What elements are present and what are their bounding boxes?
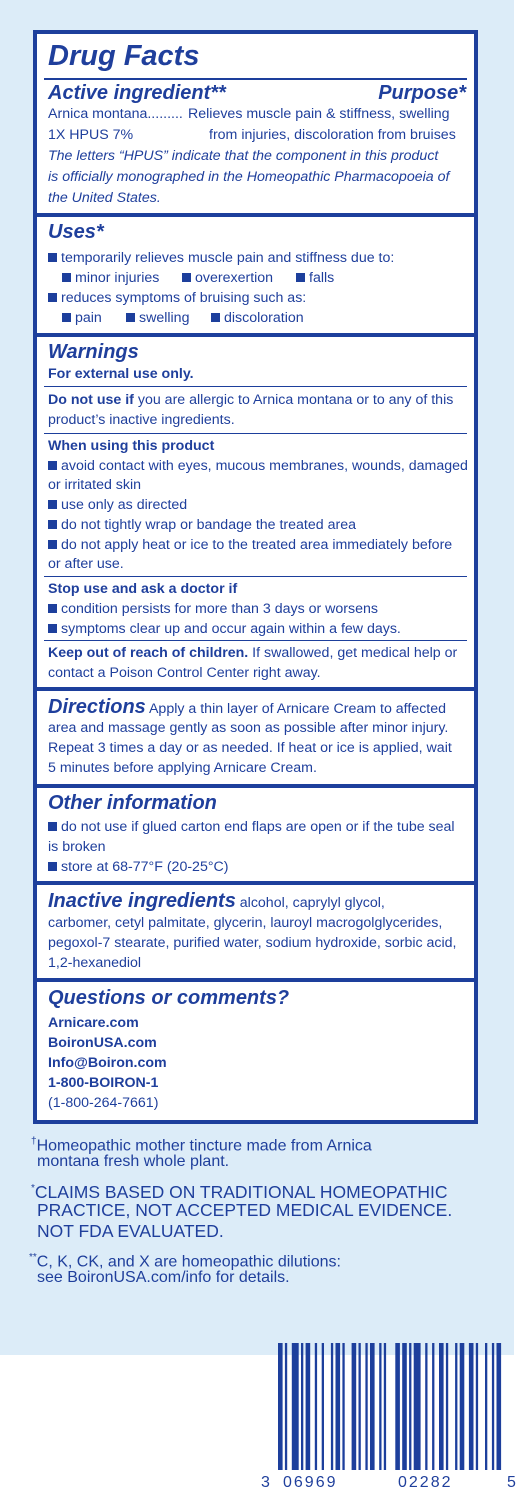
- other-info-item: store at 68-77°F (20-25°C): [48, 857, 228, 877]
- drug-facts-title: Drug Facts: [48, 40, 200, 72]
- bullet-icon: [48, 293, 57, 302]
- subsection-divider: [44, 576, 467, 577]
- barcode-group-2: 02282: [398, 1474, 453, 1491]
- uses-item-2: reduces symptoms of bruising such as:: [48, 288, 306, 308]
- hpus-note-3: the United States.: [48, 190, 161, 206]
- when-using-item: do not tightly wrap or bandage the treated area: [48, 515, 356, 535]
- barcode-bar: [365, 1343, 367, 1470]
- barcode-bar: [446, 1343, 448, 1470]
- barcode-bar: [402, 1343, 407, 1470]
- section-divider: [37, 784, 474, 788]
- barcode-bar: [425, 1343, 427, 1470]
- barcode-bar: [460, 1343, 465, 1470]
- when-using-item-cont: or irritated skin: [48, 477, 142, 493]
- barcode: [276, 1343, 502, 1470]
- bullet-icon: [62, 313, 71, 322]
- barcode-bar: [306, 1343, 311, 1470]
- section-divider: [37, 333, 474, 337]
- subsection-divider: [44, 433, 467, 434]
- barcode-bar: [301, 1343, 303, 1470]
- bullet-icon: [211, 313, 220, 322]
- barcode-bar: [352, 1343, 357, 1470]
- barcode-bar: [336, 1343, 341, 1470]
- barcode-bar: [292, 1343, 299, 1470]
- directions-line-3: Repeat 3 times a day or as needed. If heat or ice is applied, wait: [48, 740, 452, 756]
- keep-out-text-2: contact a Poison Control Center right away.: [48, 665, 321, 681]
- barcode-bar: [359, 1343, 361, 1470]
- dagger-footnote-2: montana fresh whole plant.: [37, 1153, 230, 1170]
- barcode-right-digit: 5: [507, 1474, 516, 1491]
- section-divider: [37, 213, 474, 217]
- contact-website: Arnicare.com: [48, 1015, 139, 1031]
- do-not-use-text-2: product’s inactive ingredients.: [48, 412, 235, 428]
- directions-line-1: Directions Apply a thin layer of Arnicare Cream to affected: [48, 696, 447, 718]
- barcode-bar: [497, 1343, 502, 1470]
- barcode-bar: [370, 1343, 375, 1470]
- questions-heading: Questions or comments?: [48, 987, 290, 1009]
- external-use-text: For external use only.: [48, 366, 194, 382]
- stop-use-item: symptoms clear up and occur again within a few days.: [48, 619, 401, 639]
- barcode-bar: [285, 1343, 287, 1470]
- warnings-heading: Warnings: [48, 341, 139, 363]
- uses-subitem: pain: [62, 308, 102, 328]
- stop-use-heading: Stop use and ask a doctor if: [48, 581, 238, 597]
- when-using-item-cont: or after use.: [48, 556, 124, 572]
- purpose-text-2: from injuries, discoloration from bruises: [209, 127, 456, 143]
- bullet-icon: [48, 520, 57, 529]
- active-ingredient-name: Arnica montana.........: [48, 106, 183, 122]
- bullet-icon: [182, 273, 191, 282]
- barcode-group-1: 06969: [283, 1474, 338, 1491]
- bullet-icon: [48, 604, 57, 613]
- barcode-bar: [379, 1343, 381, 1470]
- bullet-icon: [48, 500, 57, 509]
- when-using-item: avoid contact with eyes, mucous membranes, wounds, damaged: [48, 456, 468, 476]
- stop-use-item: condition persists for more than 3 days or worsens: [48, 599, 378, 619]
- active-ingredient-heading: Active ingredient**: [48, 82, 226, 104]
- dilutions-line-1: **C, K, CK, and X are homeopathic dilutions:: [29, 1252, 341, 1271]
- inactive-line-3: pegoxol-7 stearate, purified water, sodium hydroxide, sorbic acid,: [48, 935, 457, 951]
- when-using-item: use only as directed: [48, 495, 187, 515]
- hpus-note-2: is officially monographed in the Homeopathic Pharmacopoeia of: [48, 169, 450, 185]
- other-info-item: do not use if glued carton end flaps are open or if the tube seal: [48, 817, 455, 837]
- barcode-bar: [395, 1343, 400, 1470]
- directions-line-2: area and massage gently as soon as possible after minor injury.: [48, 720, 449, 736]
- bullet-icon: [48, 862, 57, 871]
- contact-phone: 1-800-BOIRON-1: [48, 1075, 159, 1091]
- directions-heading: Directions: [48, 696, 146, 718]
- other-info-item-cont: is broken: [48, 839, 106, 855]
- contact-website-2: BoironUSA.com: [48, 1035, 157, 1051]
- barcode-bar: [439, 1343, 444, 1470]
- contact-email: Info@Boiron.com: [48, 1055, 167, 1071]
- claims-line-2: PRACTICE, NOT ACCEPTED MEDICAL EVIDENCE.: [37, 1200, 453, 1220]
- dilutions-line-2: see BoironUSA.com/info for details.: [37, 1269, 290, 1286]
- drug-facts-box: [33, 30, 478, 1124]
- uses-subitem: falls: [296, 268, 334, 288]
- bullet-icon: [48, 540, 57, 549]
- barcode-bar: [432, 1343, 434, 1470]
- keep-out-text: Keep out of reach of children. If swallowed, get medical help or: [48, 645, 458, 661]
- barcode-bar: [455, 1343, 457, 1470]
- barcode-bar: [331, 1343, 333, 1470]
- subsection-divider: [44, 386, 467, 387]
- barcode-bar: [278, 1343, 283, 1470]
- active-ingredient-strength: 1X HPUS 7%: [48, 127, 134, 143]
- bullet-icon: [62, 273, 71, 282]
- other-info-heading: Other information: [48, 792, 217, 814]
- hpus-note-1: The letters “HPUS” indicate that the component in this product: [48, 148, 439, 164]
- uses-subitem: minor injuries: [62, 268, 159, 288]
- uses-subitem: swelling: [126, 308, 189, 328]
- section-divider: [37, 978, 474, 982]
- section-divider: [37, 881, 474, 885]
- purpose-text-1: Relieves muscle pain & stiffness, swelling: [188, 106, 450, 122]
- section-divider: [37, 687, 474, 691]
- barcode-left-digit: 3: [261, 1474, 270, 1491]
- when-using-item: do not apply heat or ice to the treated area immediately before: [48, 535, 452, 555]
- bullet-icon: [48, 253, 57, 262]
- title-divider: [44, 78, 467, 80]
- barcode-bar: [492, 1343, 494, 1470]
- inactive-line-1: Inactive ingredients alcohol, caprylyl glycol,: [48, 890, 385, 912]
- bullet-icon: [48, 624, 57, 633]
- barcode-bar: [342, 1343, 344, 1470]
- inactive-heading: Inactive ingredients: [48, 890, 236, 912]
- directions-line-4: 5 minutes before applying Arnicare Cream.: [48, 760, 317, 776]
- claims-line-1: *CLAIMS BASED ON TRADITIONAL HOMEOPATHIC: [31, 1181, 448, 1202]
- barcode-bar: [409, 1343, 411, 1470]
- dagger-footnote-1: †Homeopathic mother tincture made from Arnica: [31, 1136, 372, 1155]
- when-using-heading: When using this product: [48, 438, 215, 454]
- purpose-heading: Purpose*: [378, 82, 466, 104]
- bullet-icon: [126, 313, 135, 322]
- uses-item-1: temporarily relieves muscle pain and stiffness due to:: [48, 248, 394, 268]
- inactive-line-4: 1,2-hexanediol: [48, 955, 142, 971]
- uses-subitem: discoloration: [211, 308, 304, 328]
- contact-phone-numeric: (1-800-264-7661): [48, 1095, 159, 1111]
- inactive-line-2: carbomer, cetyl palmitate, glycerin, lauroyl macrogolglycerides,: [48, 915, 443, 931]
- barcode-bar: [384, 1343, 386, 1470]
- do-not-use-text: Do not use if you are allergic to Arnica montana or to any of this: [48, 392, 454, 408]
- star-symbol: *: [31, 1183, 35, 1194]
- barcode-bar: [476, 1343, 478, 1470]
- barcode-bar: [469, 1343, 474, 1470]
- barcode-bar: [322, 1343, 324, 1470]
- dagger-symbol: †: [31, 1136, 37, 1147]
- bullet-icon: [296, 273, 305, 282]
- uses-heading: Uses*: [48, 221, 104, 243]
- barcode-bar: [485, 1343, 487, 1470]
- bullet-icon: [48, 461, 57, 470]
- claims-line-3: NOT FDA EVALUATED.: [37, 1221, 224, 1241]
- bullet-icon: [48, 822, 57, 831]
- barcode-bar: [315, 1343, 317, 1470]
- uses-subitem: overexertion: [182, 268, 273, 288]
- double-star-symbol: **: [29, 1252, 37, 1263]
- barcode-bar: [414, 1343, 421, 1470]
- subsection-divider: [44, 640, 467, 641]
